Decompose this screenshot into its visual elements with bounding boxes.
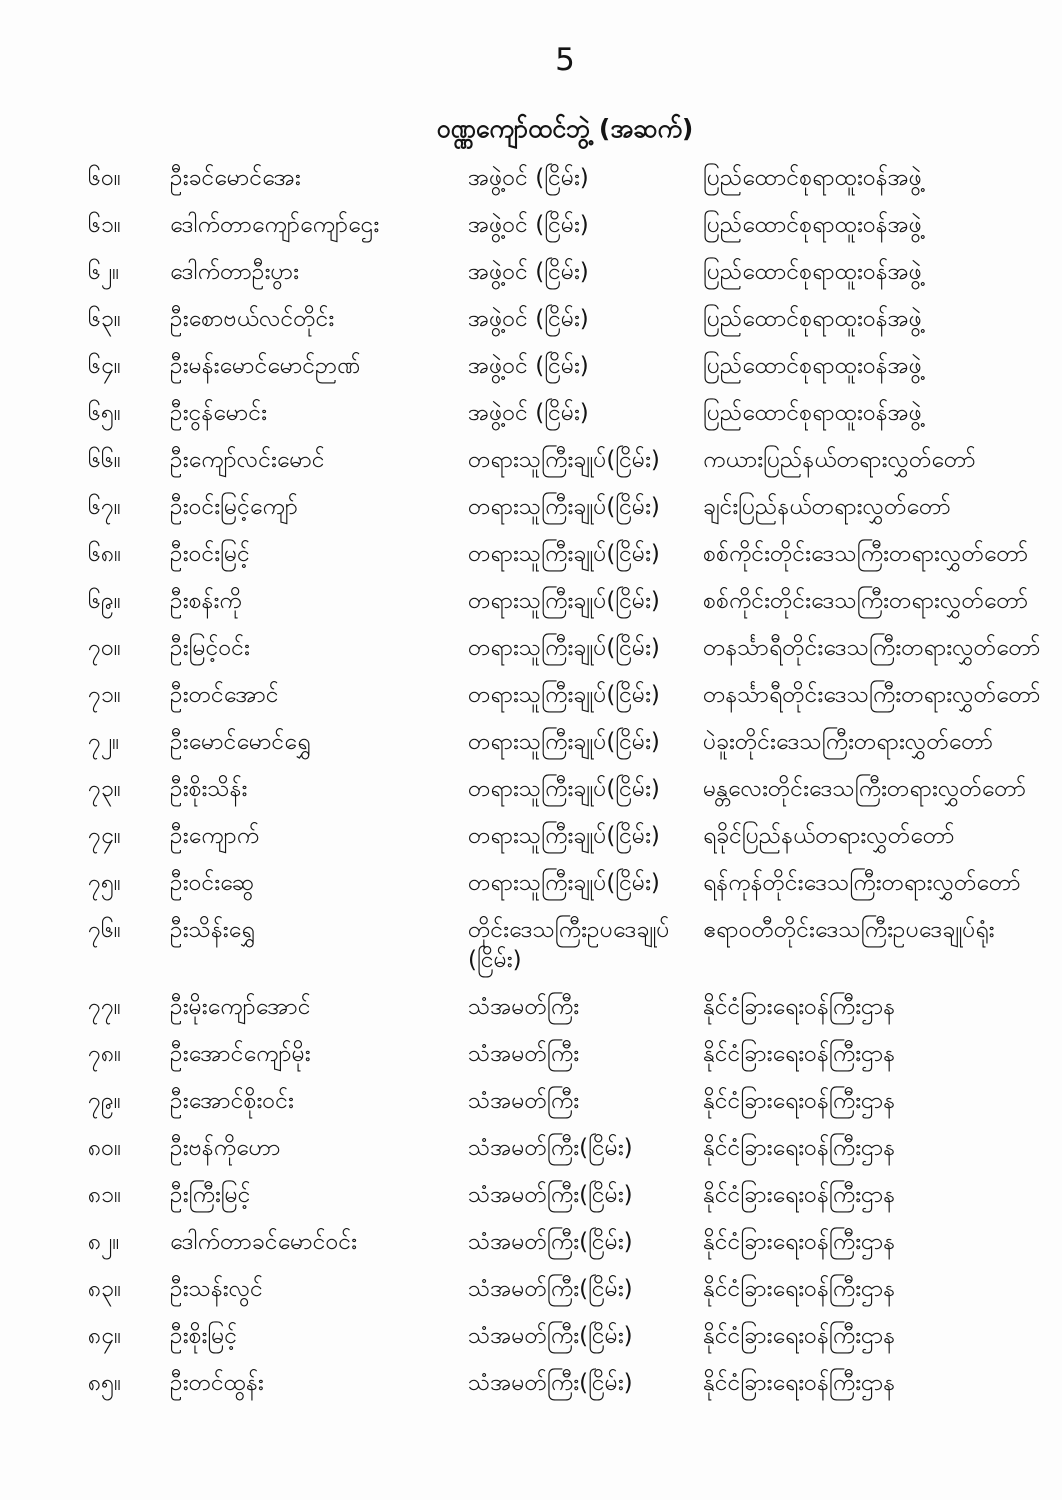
recipient-position: [468, 821, 703, 851]
recipient-name: ဦးကျော်လင်းမောင်: [170, 447, 325, 473]
table-row: [88, 210, 1052, 240]
recipient-position: [468, 992, 703, 1022]
recipient-position: [468, 210, 703, 240]
recipient-position: [468, 915, 703, 975]
recipient-position-line1: အဖွဲ့ဝင် (ငြိမ်း): [468, 353, 589, 379]
table-row: [88, 1321, 1052, 1351]
table-row: [88, 992, 1052, 1022]
recipient-organization: နိုင်ငံခြားရေးဝန်ကြီးဌာန: [703, 1276, 896, 1302]
row-number: ၈၃။: [88, 1276, 122, 1302]
row-number: ၇၂။: [88, 729, 120, 755]
recipient-position: [468, 1274, 703, 1304]
row-number: ၈၄။: [88, 1323, 122, 1349]
recipient-organization: စစ်ကိုင်းတိုင်းဒေသကြီးတရားလွှတ်တော်: [703, 588, 1029, 614]
table-row: [88, 680, 1052, 710]
recipient-organization: နိုင်ငံခြားရေးဝန်ကြီးဌာန: [703, 1135, 896, 1161]
recipient-position: [468, 398, 703, 428]
recipient-organization: နိုင်ငံခြားရေးဝန်ကြီးဌာန: [703, 994, 896, 1020]
recipient-position-line1: သံအမတ်ကြီး(ငြိမ်း): [468, 1182, 633, 1208]
recipient-position-line1: အဖွဲ့ဝင် (ငြိမ်း): [468, 400, 589, 426]
recipient-organization: ပြည်ထောင်စုရာထူးဝန်အဖွဲ့: [703, 165, 922, 191]
row-number: ၈၂။: [88, 1229, 120, 1255]
recipient-name: ဦးဝင်းဆွေ: [170, 870, 254, 896]
recipient-organization: နိုင်ငံခြားရေးဝန်ကြီးဌာန: [703, 1041, 896, 1067]
document-title: ဝဏ္ဏကျော်ထင်ဘွဲ့ (အဆက်): [436, 114, 694, 143]
recipient-name: ဦးအောင်ကျော်မိုး: [170, 1041, 311, 1067]
row-number: ၈၅။: [88, 1370, 122, 1396]
recipient-organization: ပဲခူးတိုင်းဒေသကြီးတရားလွှတ်တော်: [703, 729, 994, 755]
recipient-position-line1: တရားသူကြီးချုပ်(ငြိမ်း): [468, 635, 660, 661]
row-number: ၇၇။: [88, 994, 121, 1020]
recipient-position-line1: သံအမတ်ကြီး: [468, 1041, 580, 1067]
recipient-organization: နိုင်ငံခြားရေးဝန်ကြီးဌာန: [703, 1088, 896, 1114]
recipient-name: ဦးသိန်းရွှေ: [170, 917, 255, 943]
recipient-position: [468, 680, 703, 710]
recipient-name: ဦးစန်းကို: [170, 588, 242, 614]
table-row: [88, 539, 1052, 569]
recipient-position-line1: သံအမတ်ကြီး: [468, 994, 580, 1020]
recipient-organization: ပြည်ထောင်စုရာထူးဝန်အဖွဲ့: [703, 306, 922, 332]
recipient-position-line1: အဖွဲ့ဝင် (ငြိမ်း): [468, 259, 589, 285]
recipient-position: [468, 586, 703, 616]
recipient-position: [468, 1039, 703, 1069]
recipient-name: ဒေါက်တာကျော်ကျော်ဌေး: [170, 212, 380, 238]
recipient-organization: ပြည်ထောင်စုရာထူးဝန်အဖွဲ့: [703, 259, 922, 285]
table-row: [88, 492, 1052, 522]
recipient-position-line1: သံအမတ်ကြီး(ငြိမ်း): [468, 1276, 633, 1302]
table-row: [88, 774, 1052, 804]
row-number: ၆၈။: [88, 541, 122, 567]
recipient-organization: ပြည်ထောင်စုရာထူးဝန်အဖွဲ့: [703, 353, 922, 379]
recipient-position-line1: အဖွဲ့ဝင် (ငြိမ်း): [468, 212, 589, 238]
row-number: ၆၂။: [88, 259, 120, 285]
recipient-position-line1: တရားသူကြီးချုပ်(ငြိမ်း): [468, 870, 660, 896]
recipient-position: [468, 1133, 703, 1163]
recipient-position-line2: (ငြိမ်း): [468, 947, 522, 973]
recipient-position-line1: တရားသူကြီးချုပ်(ငြိမ်း): [468, 823, 660, 849]
table-row: [88, 1227, 1052, 1257]
recipient-organization: နိုင်ငံခြားရေးဝန်ကြီးဌာန: [703, 1229, 896, 1255]
recipient-name: ဒေါက်တာဦးပွား: [170, 259, 299, 285]
table-row: [88, 1039, 1052, 1069]
row-number: ၈၀။: [88, 1135, 122, 1161]
table-row: [88, 1368, 1052, 1398]
recipient-position: [468, 1227, 703, 1257]
recipient-name: ဦးစောဗယ်လင်တိုင်း: [170, 306, 335, 332]
recipient-organization: ချင်းပြည်နယ်တရားလွှတ်တော်: [703, 494, 951, 520]
recipient-name: ဦးမန်းမောင်မောင်ဉာဏ်: [170, 353, 361, 379]
table-row: [88, 304, 1052, 334]
row-number: ၆၁။: [88, 212, 121, 238]
table-row: [88, 163, 1052, 193]
recipient-position: [468, 492, 703, 522]
recipient-position-line1: သံအမတ်ကြီး(ငြိမ်း): [468, 1229, 633, 1255]
recipient-position-line1: တရားသူကြီးချုပ်(ငြိမ်း): [468, 494, 660, 520]
table-row: [88, 445, 1052, 475]
recipient-position: [468, 539, 703, 569]
recipient-name: ဦးစိုးသိန်း: [170, 776, 248, 802]
recipient-position: [468, 633, 703, 663]
awards-table: [88, 163, 1052, 1415]
recipient-position-line1: အဖွဲ့ဝင် (ငြိမ်း): [468, 306, 589, 332]
recipient-name: ဦးတင်အောင်: [170, 682, 279, 708]
recipient-organization: မန္တလေးတိုင်းဒေသကြီးတရားလွှတ်တော်: [703, 776, 1027, 802]
row-number: ၈၁။: [88, 1182, 122, 1208]
recipient-position: [468, 304, 703, 334]
recipient-position-line1: တရားသူကြီးချုပ်(ငြိမ်း): [468, 588, 660, 614]
row-number: ၆၄။: [88, 353, 121, 379]
row-number: ၇၃။: [88, 776, 121, 802]
recipient-organization: ကယားပြည်နယ်တရားလွှတ်တော်: [703, 447, 976, 473]
table-row: [88, 1180, 1052, 1210]
recipient-name: ဦးအောင်စိုးဝင်း: [170, 1088, 294, 1114]
row-number: ၇၀။: [88, 635, 121, 661]
row-number: ၇၄။: [88, 823, 121, 849]
row-number: ၇၁။: [88, 682, 121, 708]
recipient-name: ဦးဝင်းမြင့်: [170, 541, 250, 567]
recipient-position: [468, 257, 703, 287]
recipient-name: ဒေါက်တာခင်မောင်ဝင်း: [170, 1229, 357, 1255]
recipient-name: ဦးကြီးမြင့်: [170, 1182, 251, 1208]
recipient-name: ဦးတင်ထွန်း: [170, 1370, 264, 1396]
recipient-name: ဦးသန်းလွင်: [170, 1276, 263, 1302]
table-row: [88, 727, 1052, 757]
recipient-position: [468, 727, 703, 757]
recipient-name: ဦးငွန်မောင်း: [170, 400, 267, 426]
recipient-position-line1: အဖွဲ့ဝင် (ငြိမ်း): [468, 165, 589, 191]
recipient-name: ဦးမောင်မောင်ရွှေ: [170, 729, 311, 755]
recipient-position: [468, 163, 703, 193]
table-row: [88, 868, 1052, 898]
row-number: ၆၉။: [88, 588, 121, 614]
recipient-name: ဦးမြင့်ဝင်း: [170, 635, 250, 661]
recipient-organization: စစ်ကိုင်းတိုင်းဒေသကြီးတရားလွှတ်တော်: [703, 541, 1029, 567]
recipient-position: [468, 1321, 703, 1351]
recipient-position: [468, 868, 703, 898]
row-number: ၆၇။: [88, 494, 121, 520]
recipient-name: ဦးဗန်ကိုဟော: [170, 1135, 281, 1161]
table-row: [88, 1274, 1052, 1304]
recipient-position: [468, 1180, 703, 1210]
recipient-organization: ပြည်ထောင်စုရာထူးဝန်အဖွဲ့: [703, 212, 922, 238]
table-row: [88, 1133, 1052, 1163]
table-row: [88, 915, 1052, 975]
recipient-position: [468, 774, 703, 804]
recipient-organization: တနင်္သာရီတိုင်းဒေသကြီးတရားလွှတ်တော်: [703, 635, 1041, 661]
recipient-position-line1: သံအမတ်ကြီး: [468, 1088, 580, 1114]
row-number: ၆၆။: [88, 447, 121, 473]
recipient-position: [468, 351, 703, 381]
row-number: ၇၆။: [88, 917, 121, 943]
table-row: [88, 821, 1052, 851]
recipient-position-line1: တိုင်းဒေသကြီးဥပဒေချုပ်: [468, 917, 670, 943]
recipient-organization: တနင်္သာရီတိုင်းဒေသကြီးတရားလွှတ်တော်: [703, 682, 1041, 708]
row-number: ၆၃။: [88, 306, 121, 332]
recipient-position: [468, 1368, 703, 1398]
recipient-position-line1: တရားသူကြီးချုပ်(ငြိမ်း): [468, 682, 660, 708]
table-row: [88, 633, 1052, 663]
table-row: [88, 257, 1052, 287]
recipient-organization: နိုင်ငံခြားရေးဝန်ကြီးဌာန: [703, 1370, 896, 1396]
recipient-position-line1: တရားသူကြီးချုပ်(ငြိမ်း): [468, 776, 660, 802]
recipient-position-line1: တရားသူကြီးချုပ်(ငြိမ်း): [468, 447, 660, 473]
recipient-name: ဦးမိုးကျော်အောင်: [170, 994, 311, 1020]
page-number: 5: [555, 42, 575, 78]
recipient-name: ဦးကျောက်: [170, 823, 260, 849]
recipient-organization: နိုင်ငံခြားရေးဝန်ကြီးဌာန: [703, 1182, 896, 1208]
recipient-organization: ရခိုင်ပြည်နယ်တရားလွှတ်တော်: [703, 823, 955, 849]
recipient-position-line1: သံအမတ်ကြီး(ငြိမ်း): [468, 1323, 633, 1349]
recipient-position-line1: တရားသူကြီးချုပ်(ငြိမ်း): [468, 729, 660, 755]
table-row: [88, 398, 1052, 428]
recipient-name: ဦးဝင်းမြင့်ကျော်: [170, 494, 298, 520]
table-row: [88, 586, 1052, 616]
recipient-organization: ဧရာဝတီတိုင်းဒေသကြီးဥပဒေချုပ်ရုံး: [703, 917, 995, 943]
recipient-position: [468, 1086, 703, 1116]
row-number: ၇၅။: [88, 870, 121, 896]
row-number: ၆၀။: [88, 165, 121, 191]
recipient-name: ဦးခင်မောင်အေး: [170, 165, 301, 191]
table-row: [88, 1086, 1052, 1116]
recipient-organization: ပြည်ထောင်စုရာထူးဝန်အဖွဲ့: [703, 400, 922, 426]
recipient-name: ဦးစိုးမြင့်: [170, 1323, 238, 1349]
row-number: ၆၅။: [88, 400, 121, 426]
recipient-position-line1: သံအမတ်ကြီး(ငြိမ်း): [468, 1370, 633, 1396]
recipient-organization: နိုင်ငံခြားရေးဝန်ကြီးဌာန: [703, 1323, 896, 1349]
row-number: ၇၈။: [88, 1041, 122, 1067]
recipient-position-line1: သံအမတ်ကြီး(ငြိမ်း): [468, 1135, 633, 1161]
table-row: [88, 351, 1052, 381]
row-number: ၇၉။: [88, 1088, 121, 1114]
recipient-organization: ရန်ကုန်တိုင်းဒေသကြီးတရားလွှတ်တော်: [703, 870, 1021, 896]
recipient-position-line1: တရားသူကြီးချုပ်(ငြိမ်း): [468, 541, 660, 567]
recipient-position: [468, 445, 703, 475]
